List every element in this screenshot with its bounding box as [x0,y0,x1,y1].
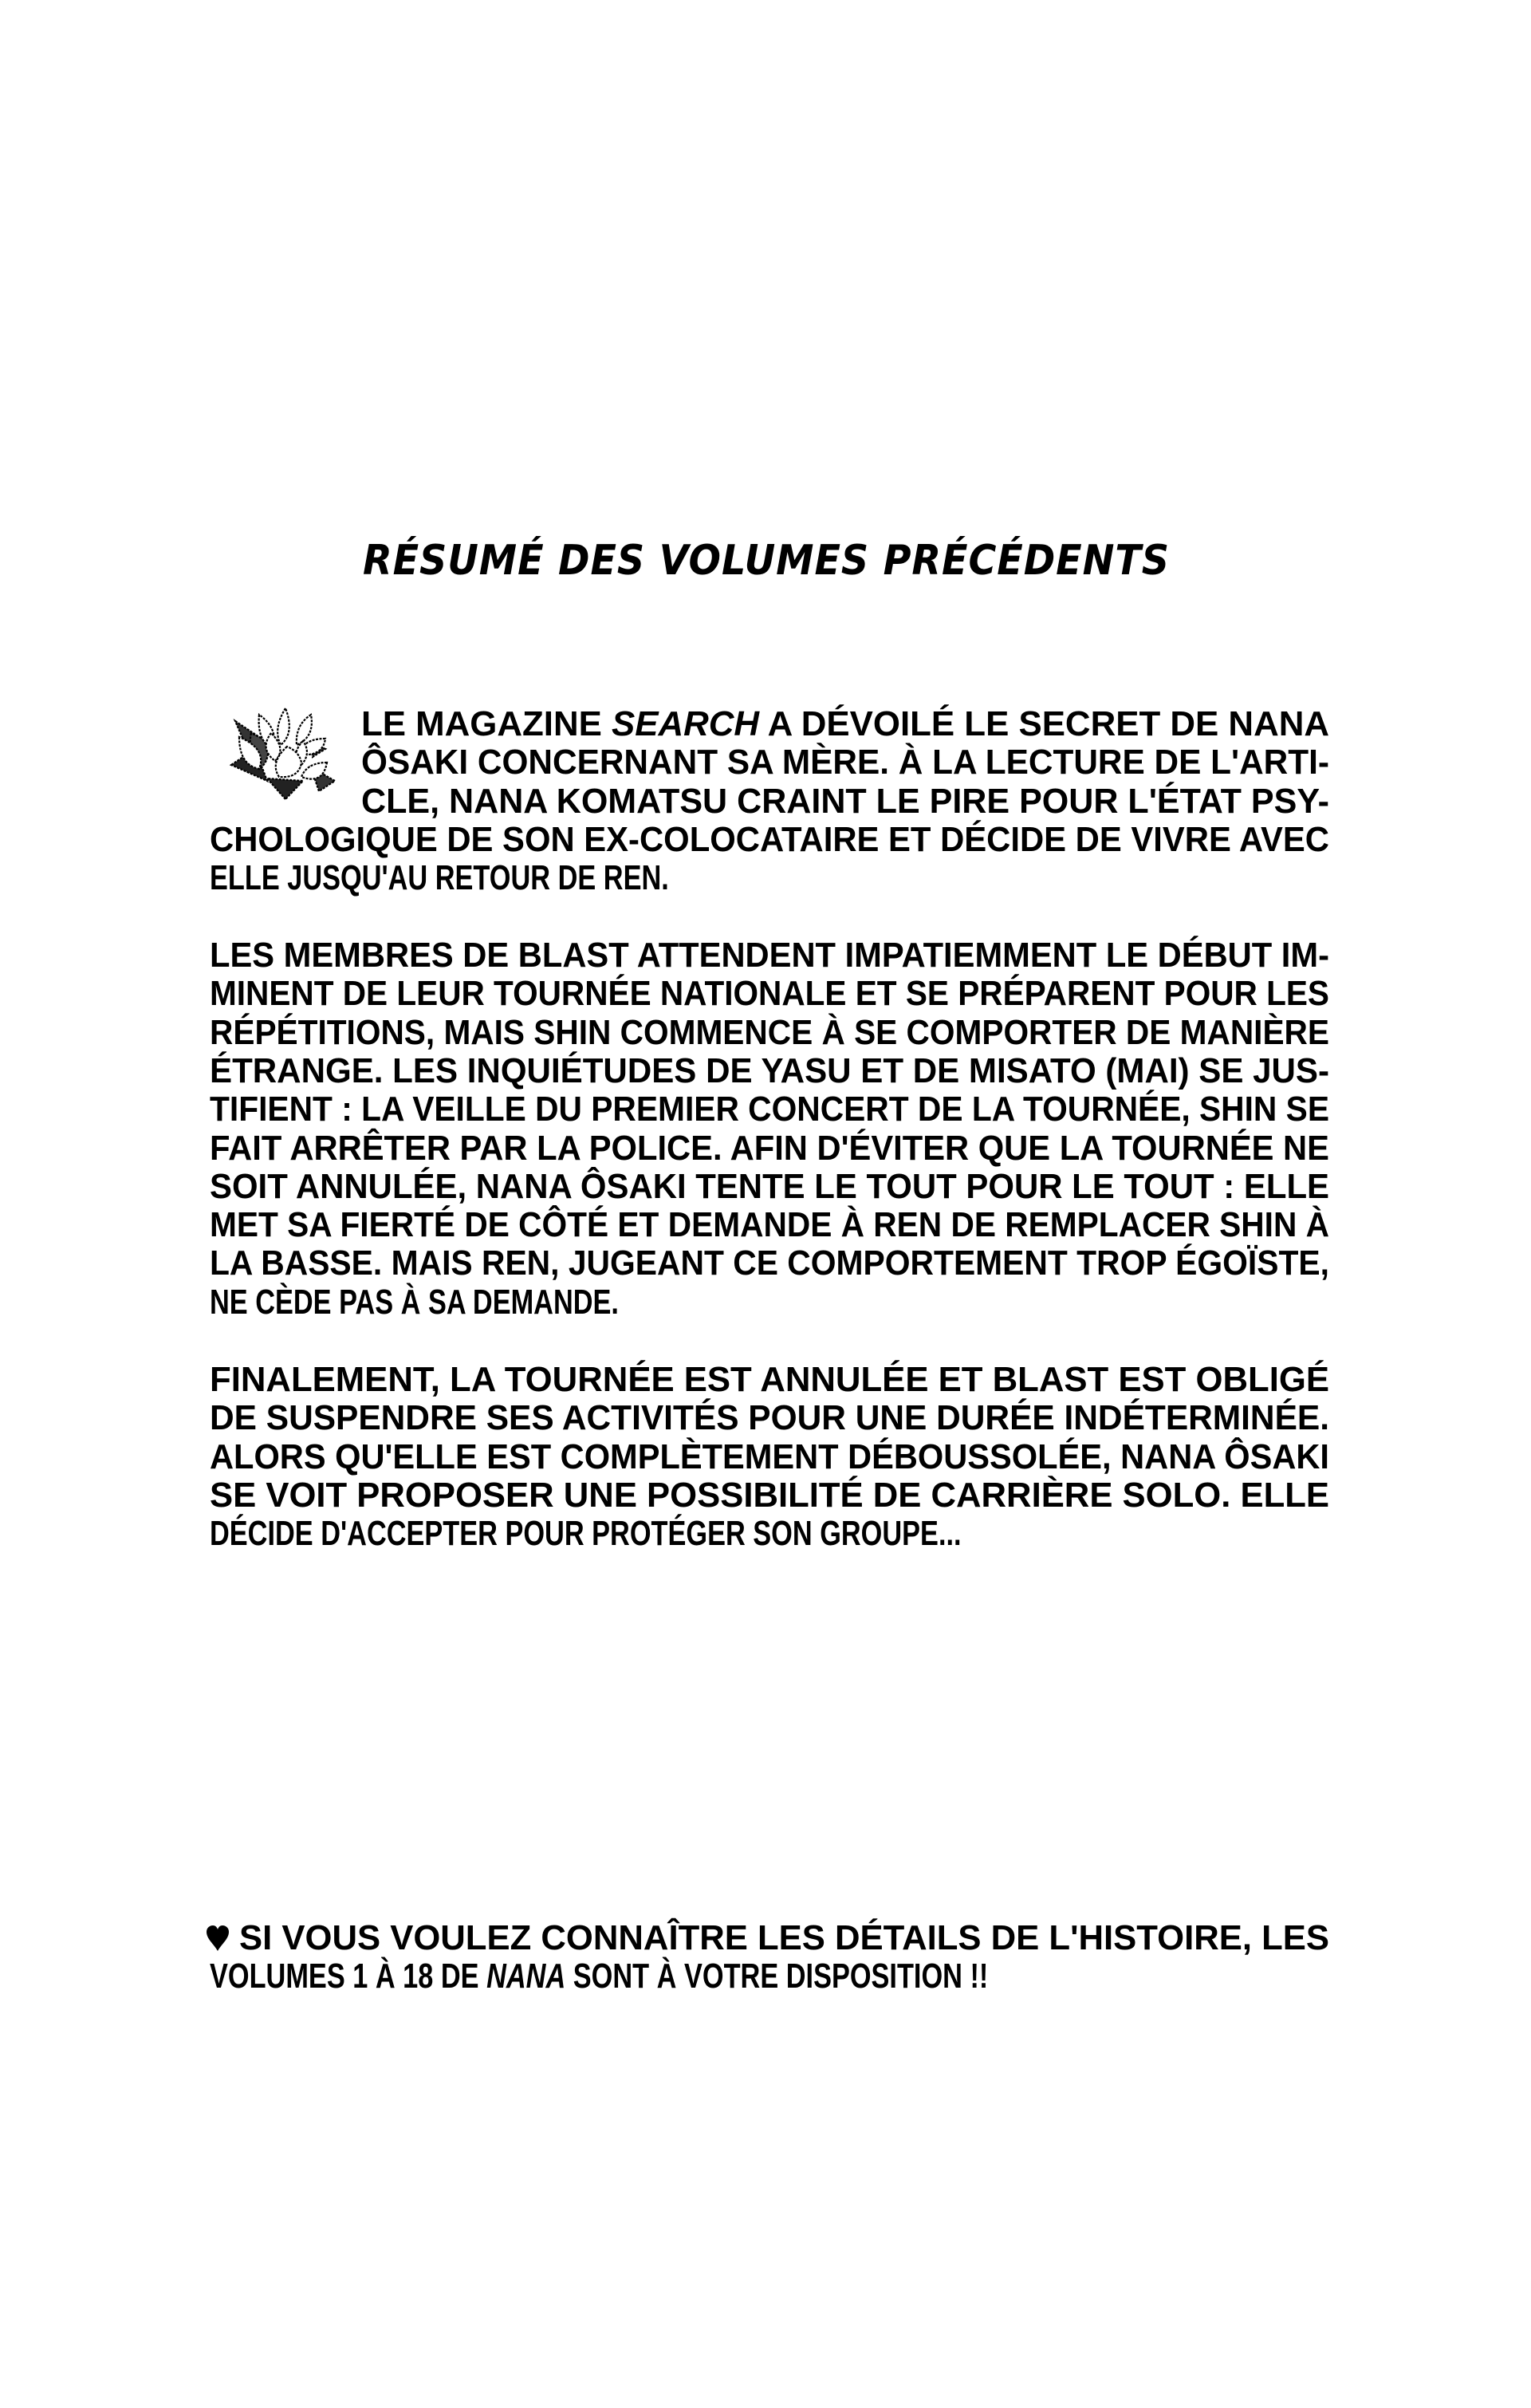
text-line [210,1476,1329,1515]
text-line [210,1168,1329,1206]
text-run: NE CÈDE PAS À SA DEMANDE. [210,1282,619,1322]
text-run: LES MEMBRES DE BLAST ATTENDENT IMPATIEMMENT LE DÉBUT IM- [210,936,1329,975]
text-line [210,1515,1329,1553]
text-line [210,1438,1329,1476]
page-title: RÉSUMÉ DES VOLUMES PRÉCÉDENTS [363,537,1170,585]
text-run: LA BASSE. MAIS REN, JUGEANT CE COMPORTEMENT TROP ÉGOÏSTE, [210,1243,1329,1283]
text-run: MINENT DE LEUR TOURNÉE NATIONALE ET SE PRÉPARENT POUR LES [210,974,1329,1014]
heart-icon [206,1925,230,1952]
text-run: DÉCIDE D'ACCEPTER POUR PROTÉGER SON GROUPE... [210,1514,962,1554]
text-line [239,1919,1329,1957]
text-run: ÔSAKI CONCERNANT SA MÈRE. À LA LECTURE DE L'ARTI- [361,743,1329,782]
text-run: SONT À VOTRE DISPOSITION !! [565,1957,989,1996]
text-run: SE VOIT PROPOSER UNE POSSIBILITÉ DE CARRIÈRE SOLO. ELLE [210,1475,1329,1515]
text-line [210,1399,1329,1437]
text-line [210,821,1329,859]
text-line [210,975,1329,1013]
text-run: ÉTRANGE. LES INQUIÉTUDES DE YASU ET DE MISATO (MAI) SE JUS- [210,1050,1329,1090]
text-run: RÉPÉTITIONS, MAIS SHIN COMMENCE À SE COMPORTER DE MANIÈRE [210,1012,1329,1052]
text-run: TIFIENT : LA VEILLE DU PREMIER CONCERT DE LA TOURNÉE, SHIN SE [210,1090,1329,1129]
text-run: VOLUMES 1 À 18 DE [210,1957,487,1996]
text-run: LE MAGAZINE [361,704,612,743]
text-run: SOIT ANNULÉE, NANA ÔSAKI TENTE LE TOUT POUR LE TOUT : ELLE [210,1166,1329,1206]
text-line [210,936,1329,975]
text-line [210,1014,1329,1052]
text-line [210,1206,1329,1244]
italic-title: NANA [486,1957,566,1996]
text-line [210,1129,1329,1168]
text-line [361,705,1329,743]
text-run: MET SA FIERTÉ DE CÔTÉ ET DEMANDE À REN DE REMPLACER SHIN À [210,1205,1329,1245]
text-run: DE SUSPENDRE SES ACTIVITÉS POUR UNE DURÉE INDÉTERMINÉE. [210,1398,1329,1438]
text-line [210,1090,1329,1129]
text-run: FAIT ARRÊTER PAR LA POLICE. AFIN D'ÉVITER QUE LA TOURNÉE NE [210,1128,1329,1168]
text-line [210,1052,1329,1090]
text-run: CHOLOGIQUE DE SON EX-COLOCATAIRE ET DÉCIDE DE VIVRE AVEC [210,819,1329,859]
text-run: SI VOUS VOULEZ CONNAÎTRE LES DÉTAILS DE L'HISTOIRE, LES [239,1918,1329,1957]
text-line [361,743,1329,782]
italic-title: SEARCH [612,704,760,743]
text-line [210,1283,1329,1322]
text-run: ELLE JUSQU'AU RETOUR DE REN. [210,858,669,898]
text-line [210,1244,1329,1283]
text-run: ALORS QU'ELLE EST COMPLÈTEMENT DÉBOUSSOLÉE, NANA ÔSAKI [210,1437,1329,1476]
text-run: CLE, NANA KOMATSU CRAINT LE PIRE POUR L'ÉTAT PSY- [361,781,1329,821]
text-line [361,782,1329,821]
text-line [210,1957,1329,1996]
lotus-flower-icon [223,705,343,802]
text-run: A DÉVOILÉ LE SECRET DE NANA [759,704,1329,743]
text-line [210,859,1329,897]
text-line [210,1361,1329,1399]
text-run: FINALEMENT, LA TOURNÉE EST ANNULÉE ET BLAST EST OBLIGÉ [210,1360,1329,1399]
